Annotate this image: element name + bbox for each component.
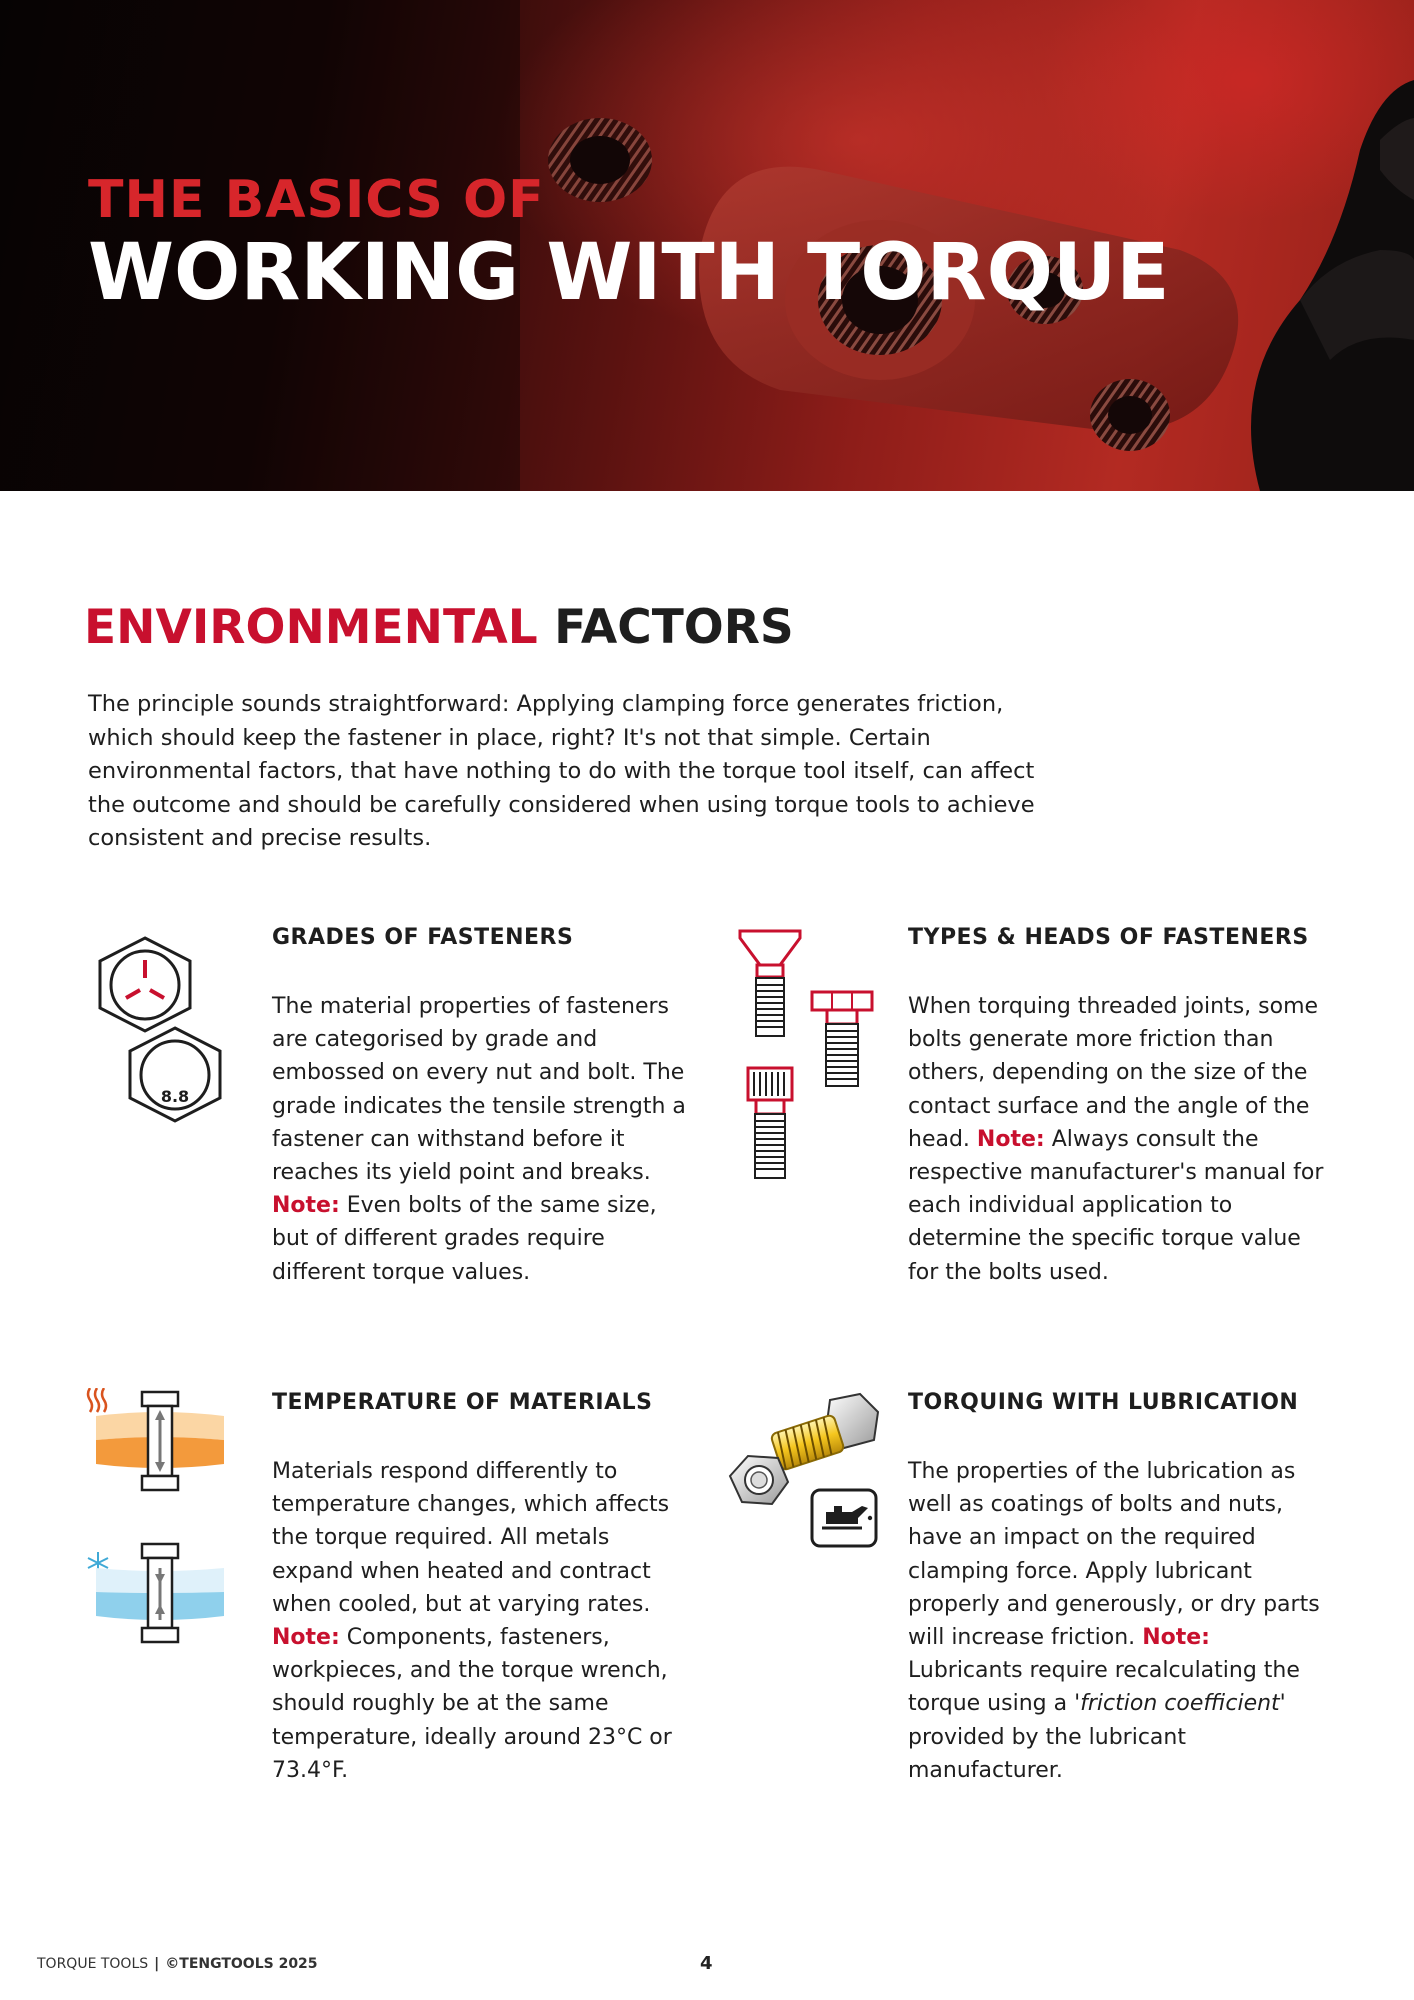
factor-grades xyxy=(272,925,692,1289)
hex-nut-grade-icon xyxy=(90,930,230,1130)
factor-lubrication-note: Lubricants require recalculating the torque using a xyxy=(908,1658,1300,1717)
factor-grades-title: GRADES OF FASTENERS xyxy=(272,925,574,950)
note-label: Note: xyxy=(272,1193,340,1219)
temperature-expansion-icon xyxy=(84,1388,234,1658)
section-intro: The principle sounds straightforward: Applying clamping force generates friction, which should keep the fastener in place, right? It's not that simple. Certain environmental factors, that have nothing to do with the torque tool itself, can affect the outcome and should be carefully considered when using torque tools to achieve consistent and precise results. xyxy=(88,691,1035,851)
section-title-accent: ENVIRONMENTAL xyxy=(84,600,538,655)
factor-grades-text: The material properties of fasteners are categorised by grade and embossed on every nut and bolt. The grade indicates the tensile strength a fastener can withstand before it reaches its yield point and breaks. xyxy=(272,994,686,1186)
page-number: 4 xyxy=(700,1953,713,1974)
note-label: Note: xyxy=(272,1625,340,1651)
factor-types-body xyxy=(908,990,1328,1289)
factor-grades-note: Even bolts of the same size, but of different grades require different torque values. xyxy=(272,1193,657,1285)
hero-kicker: THE BASICS OF xyxy=(88,170,545,230)
note-label: Note: xyxy=(976,1126,1045,1152)
section-title-rest: FACTORS xyxy=(554,600,794,655)
factor-types-text: When torquing threaded joints, some bolts generate more friction than others, depending on the size of the contact surface and the angle of the head. xyxy=(908,994,1319,1152)
footer-copyright: ©TENGTOOLS 2025 xyxy=(165,1956,318,1972)
heat-icon xyxy=(88,1388,106,1412)
factor-temperature-note: Components, fasteners, workpieces, and the torque wrench, should roughly be at the same temperature, ideally around 23°C or 73.4°F. xyxy=(272,1625,672,1783)
factor-lubrication xyxy=(908,1390,1328,1787)
factor-types-note: Always consult the respective manufacturer's manual for each individual application to determine the specific torque value for the bolts used. xyxy=(908,1126,1324,1285)
factor-lubrication-title: TORQUING WITH LUBRICATION xyxy=(908,1390,1299,1415)
note-label: Note: xyxy=(1142,1625,1210,1651)
factor-temperature xyxy=(272,1390,692,1787)
footer-separator: | xyxy=(154,1956,160,1972)
friction-coefficient-term: 'friction coefficient' xyxy=(1074,1691,1286,1717)
factor-types xyxy=(908,925,1328,1289)
lubricated-bolt-icon xyxy=(722,1390,892,1550)
factor-temperature-title: TEMPERATURE OF MATERIALS xyxy=(272,1390,653,1415)
factor-lubrication-body xyxy=(908,1455,1328,1787)
footer-credits xyxy=(37,1956,318,1972)
bolt-heads-icon xyxy=(735,928,885,1188)
factor-temperature-body xyxy=(272,1455,692,1787)
grade-label: 8.8 xyxy=(160,1087,190,1106)
section-title xyxy=(84,600,794,655)
hero-title: WORKING WITH TORQUE xyxy=(88,228,1170,318)
hero-banner xyxy=(0,0,1414,491)
factor-grades-body xyxy=(272,990,692,1289)
factor-lubrication-note-end: provided by the lubricant manufacturer. xyxy=(908,1724,1186,1783)
factor-types-title: TYPES & HEADS OF FASTENERS xyxy=(908,925,1309,950)
factor-lubrication-text: The properties of the lubrication as well as coatings of bolts and nuts, have an impact on the required clamping force. Apply lubricant properly and generously, or dry parts will increase friction. xyxy=(908,1459,1320,1651)
footer-brand: TORQUE TOOLS xyxy=(37,1956,149,1972)
factor-temperature-text: Materials respond differently to temperature changes, which affects the torque required. All metals expand when heated and contract when cooled, but at varying rates. xyxy=(272,1459,670,1617)
